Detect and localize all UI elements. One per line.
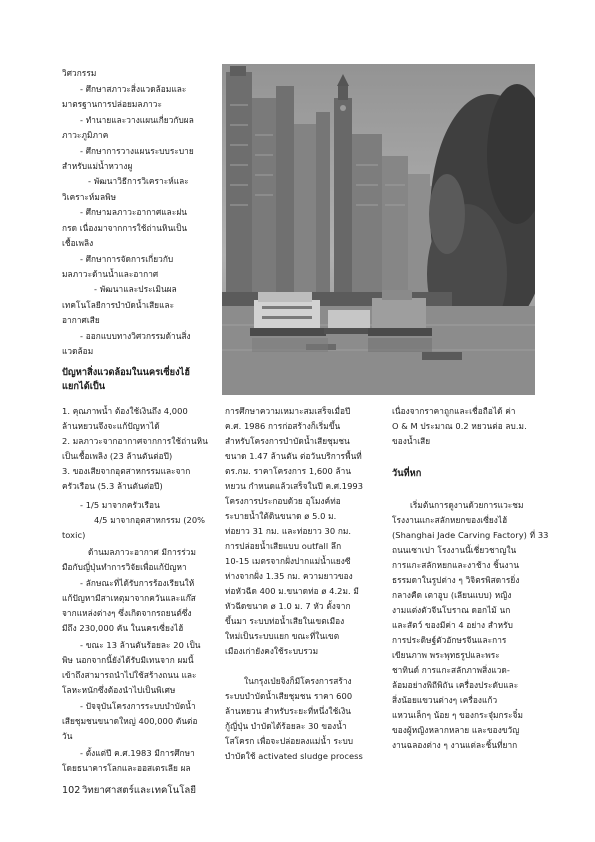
text-line: บำบัดใช้ activated sludge process bbox=[225, 751, 363, 761]
text-line: เนื่องจากราคาถูกและเชื่อถือได้ ค่า bbox=[392, 406, 516, 416]
text-line: ถนนเซาเปา โรงงานนี้เชี่ยวชาญใน bbox=[392, 545, 517, 555]
text-line: ตร.กม. ราคาโครงการ 1,600 ล้าน bbox=[225, 466, 352, 476]
list-line: อากาศเสีย bbox=[62, 315, 100, 325]
text-line: - ขณะ 13 ล้านตันร้อยละ 20 เป็น bbox=[80, 640, 201, 650]
text-line: ท่อหัวฉีด 400 ม.ขนาดท่อ ø 4.2ม. มี bbox=[225, 586, 359, 596]
text-line: หยวน กำหนดแล้วเสร็จในปี ค.ศ.1993 bbox=[225, 481, 364, 491]
text-line: ด้านมลภาวะอากาศ มีการร่วม bbox=[88, 547, 197, 557]
list-line: - ศึกษามลภาวะอากาศและฝน bbox=[80, 207, 187, 217]
section-heading: วันที่หก bbox=[392, 468, 422, 479]
text-line: ขึ้นมา ระบบท่อน้ำเสียในเขตเมือง bbox=[225, 616, 345, 626]
problems-heading: ปัญหาสิ่งแวดล้อมในนครเซี่ยงไฮ้ bbox=[62, 367, 190, 378]
text-line: ระบบบำบัดน้ำเสียชุมชน ราคา 600 bbox=[225, 691, 353, 701]
text-line: ชาทินด์ การแกะสลักภาพสิ่งแวด- bbox=[392, 665, 510, 675]
photo-illustration bbox=[222, 64, 535, 395]
text-line: เข้าถึงสามารถนำไปใช้สร้างถนน และ bbox=[62, 670, 197, 680]
list-line: - ทำนายและวางแผนเกี่ยวกับผล bbox=[80, 115, 194, 125]
text-line: ล้อมอย่างพิถีพิถัน เครื่องประดับและ bbox=[392, 680, 519, 690]
text-line: ล้านหยวนจึงจะแก้ปัญหาได้ bbox=[62, 421, 160, 431]
text-line: กู้ญี่ปุ่น บำบัดได้ร้อยละ 30 ของน้ำ bbox=[225, 721, 347, 731]
list-line: มลภาวะด้านน้ำและอากาศ bbox=[62, 269, 159, 279]
text-line: พิษ นอกจากนี้ยังได้รับมีเทนจาก ผมนี้ bbox=[62, 655, 194, 665]
list-line: สำหรับแม่น้ำหวางผู bbox=[62, 161, 133, 171]
text-line: สำหรับโครงการบำบัดน้ำเสียชุมชน bbox=[225, 436, 350, 446]
text-line: จากแหล่งต่างๆ ซึ่งเกิดจากรถยนต์ซึ่ง bbox=[62, 608, 192, 618]
list-line: เชื้อเพลิง bbox=[62, 238, 94, 248]
list-line: กรด เนื่องมาจากการใช้ถ่านหินเป็น bbox=[62, 223, 188, 233]
text-line: โลหะหนักซึ่งต้องนำไปเป็นพิเศษ bbox=[62, 685, 176, 695]
text-line: เป็นเชื้อเพลิง (23 ล้านตันต่อปี) bbox=[62, 451, 173, 461]
text-line: ใหม่เป็นระบบแยก ขณะที่ในเขต bbox=[225, 631, 340, 641]
text-line: - ปัจจุบันโครงการระบบบำบัดน้ำ bbox=[80, 701, 196, 711]
text-line: - 1/5 มาจากครัวเรือน bbox=[80, 500, 160, 510]
text-line: 3. ของเสียจากอุตสาหกรรมและจาก bbox=[62, 466, 191, 476]
text-line: - ตั้งแต่ปี ค.ศ.1983 มีการศึกษา bbox=[80, 748, 195, 758]
page-number: 102 bbox=[62, 785, 81, 796]
list-line: - ศึกษาการวางแผนระบบระบาย bbox=[80, 146, 194, 156]
text-line: ของน้ำเสีย bbox=[392, 436, 431, 446]
text-line: มีถึง 230,000 คัน ในนครเซี่ยงไฮ้ bbox=[62, 623, 184, 633]
text-line: เสียชุมชนขนาดใหญ่ 400,000 ตันต่อ bbox=[62, 716, 198, 726]
text-line: มือกับญี่ปุ่นทำการวิจัยเพื่อแก้ปัญหา bbox=[62, 562, 187, 572]
list-line: - พัฒนาและประเมินผล bbox=[94, 284, 177, 294]
text-line: ครัวเรือน (5.3 ล้านตันต่อปี) bbox=[62, 481, 163, 491]
text-line: ห่างจากฝั่ง 1.35 กม. ความยาวของ bbox=[225, 571, 353, 581]
text-line: ขนาด 1.47 ล้านตัน ต่อวันบริการพื้นที่ bbox=[225, 451, 362, 461]
text-line: ระบายน้ำใต้ดินขนาด ø 5.0 ม. bbox=[225, 511, 337, 521]
text-line: 4/5 มาจากอุตสาหกรรม (20% bbox=[94, 515, 206, 525]
text-line: งามแต่งตัวจีนโบราณ ดอกไม้ นก bbox=[392, 605, 511, 615]
list-line: วิเคราะห์มลพิษ bbox=[62, 192, 117, 202]
text-line: งานฉลองต่าง ๆ งานแต่ละชิ้นที่ยาก bbox=[392, 740, 518, 750]
text-line: 2. มลภาวะจากอากาศจากการใช้ถ่านหิน bbox=[62, 436, 208, 446]
text-line: (Shanghai Jade Carving Factory) ที่ 33 bbox=[392, 530, 549, 540]
list-line: วิศวกรรม bbox=[62, 68, 97, 78]
text-line: โรงงานแกะสลักหยกของเซี่ยงไฮ้ bbox=[392, 515, 508, 525]
list-line: มาตรฐานการปล่อยมลภาวะ bbox=[62, 99, 163, 109]
text-line: ท่อยาว 31 กม. และท่อยาว 30 กม. bbox=[225, 526, 352, 536]
journal-title: วิทยาศาสตร์และเทคโนโลยี bbox=[82, 785, 197, 796]
text-line: - ลักษณะที่ได้รับการร้องเรียนให้ bbox=[80, 578, 195, 588]
text-line: ของผู้หญิงหลากหลาย และของขวัญ bbox=[392, 725, 520, 735]
list-line: เทคโนโลยีการบำบัดน้ำเสียและ bbox=[62, 300, 175, 310]
text-line: การปล่อยน้ำเสียแบบ outfall ลึก bbox=[225, 541, 342, 551]
list-line: - ออกแบบทางวิศวกรรมด้านสิ่ง bbox=[80, 331, 191, 341]
text-line: โดยธนาคารโลกและออสเตรเลีย ผล bbox=[62, 763, 191, 773]
text-line: เขียนภาพ พระพุทธรูปและพระ bbox=[392, 650, 500, 660]
text-line: วัน bbox=[62, 731, 73, 741]
text-line: เมืองเก่ายังคงใช้ระบบรวม bbox=[225, 646, 319, 656]
text-line: และสัตว์ ของมีค่า 4 อย่าง สำหรับ bbox=[392, 620, 513, 630]
text-line: การศึกษาความเหมาะสมเสร็จเมื่อปี bbox=[225, 406, 351, 416]
list-line: - ศึกษาสภาวะสิ่งแวดล้อมและ bbox=[80, 84, 187, 94]
list-line: ภาวะภูมิภาค bbox=[62, 130, 109, 140]
text-line: สิ่งน้อยแขวนต่างๆ เครื่องแก้ว bbox=[392, 695, 498, 705]
text-line: 1. คุณภาพน้ำ ต้องใช้เงินถึง 4,000 bbox=[62, 406, 188, 416]
text-line: เริ่มต้นการดูงานด้วยการแวะชม bbox=[410, 500, 524, 510]
text-line: 10-15 เมตรจากฝั่งปากแม่น้ำแยงซี bbox=[225, 556, 351, 566]
list-line: - พัฒนาวิธีการวิเคราะห์และ bbox=[88, 176, 189, 186]
text-line: แก้ปัญหามีสาเหตุมาจากควันและแก๊ส bbox=[62, 593, 196, 603]
shanghai-bund-photo bbox=[222, 64, 535, 395]
text-line: โสโครก เพื่อจะปล่อยลงแม่น้ำ ระบบ bbox=[225, 736, 354, 746]
text-line: O & M ประมาณ 0.2 หยวนต่อ ลบ.ม. bbox=[392, 421, 527, 431]
list-line: - ศึกษาการจัดการเกี่ยวกับ bbox=[80, 254, 174, 264]
text-line: ในกรุงเป่ยจิงก็มีโครงการสร้าง bbox=[244, 676, 352, 686]
text-line: หัวฉีดขนาด ø 1.0 ม. 7 หัว ตั้งจาก bbox=[225, 601, 351, 611]
text-line: โครงการประกอบด้วย อุโมงค์ท่อ bbox=[225, 496, 341, 506]
text-line: กลางคืด เตาอูบ (เลียนแบบ) หญิง bbox=[392, 590, 512, 600]
text-line: แหวนเล็กๆ น้อย ๆ ของกระจุ๋มกระจิ๋ม bbox=[392, 710, 524, 720]
text-line: การแกะสลักหยกและงาช้าง ชิ้นงาน bbox=[392, 560, 520, 570]
list-line: แวดล้อม bbox=[62, 346, 94, 356]
text-line: ล้านหยวน สำหรับระยะที่หนึ่งใช้เงิน bbox=[225, 706, 352, 716]
text-line: toxic) bbox=[62, 530, 86, 540]
text-line: การประดิษฐ์ตัวอักษรจีนและการ bbox=[392, 635, 507, 645]
text-line: ค.ศ. 1986 การก่อสร้างก็เริ่มขึ้น bbox=[225, 421, 341, 431]
text-line: ธรรมดาในรูปต่าง ๆ วิจิตรพิสดารยิ่ง bbox=[392, 575, 520, 585]
problems-heading: แยกได้เป็น bbox=[62, 381, 106, 392]
